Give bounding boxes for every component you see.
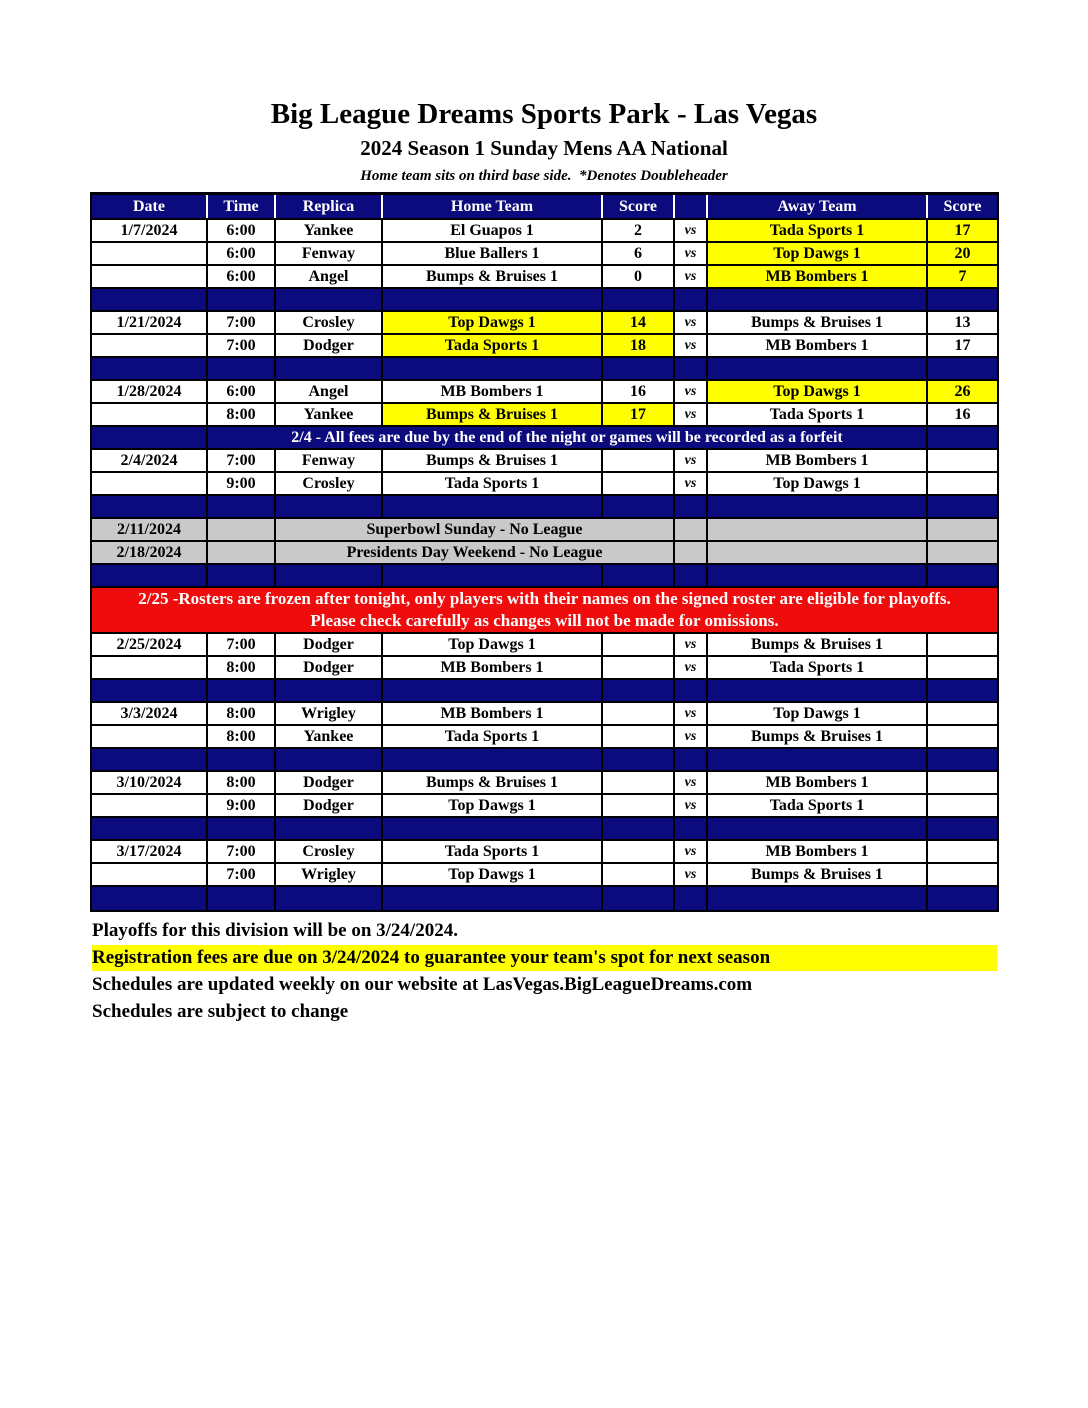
game-row: [92, 243, 997, 266]
spacer-cell: [928, 496, 997, 517]
date-cell: 2/25/2024: [92, 634, 208, 655]
spacer-cell: [383, 680, 603, 701]
spacer-cell: [92, 749, 208, 770]
spacer-cell: [708, 358, 928, 379]
home-team-cell: Top Dawgs 1: [383, 795, 603, 816]
home-team-cell: Bumps & Bruises 1: [383, 404, 603, 425]
no-league-row: [92, 542, 997, 565]
spacer-cell: [928, 749, 997, 770]
spacer-cell: [92, 565, 208, 586]
home-team-cell: Top Dawgs 1: [383, 634, 603, 655]
banner-line: 2/25 -Rosters are frozen after tonight, only players with their names on the signed roster are eligible for playoffs.: [138, 589, 951, 608]
spacer-cell: [383, 289, 603, 310]
vs-label: vs: [675, 243, 708, 264]
time-cell: 7:00: [208, 634, 276, 655]
page-title: Big League Dreams Sports Park - Las Vegas: [270, 98, 818, 130]
away-score-cell: [928, 657, 997, 678]
away-team-cell: Bumps & Bruises 1: [708, 864, 928, 885]
home-score-cell: [603, 634, 675, 655]
spacer-cell: [603, 358, 675, 379]
replica-cell: Fenway: [276, 243, 383, 264]
home-team-cell: Bumps & Bruises 1: [383, 772, 603, 793]
spacer-cell: [208, 289, 276, 310]
spacer-cell: [92, 289, 208, 310]
away-team-cell: Tada Sports 1: [708, 220, 928, 241]
home-team-cell: Tada Sports 1: [383, 841, 603, 862]
away-team-cell: Tada Sports 1: [708, 657, 928, 678]
date-cell: [92, 795, 208, 816]
spacer-row: [92, 496, 997, 519]
vs-label: vs: [675, 220, 708, 241]
spacer-cell: [675, 818, 708, 839]
time-cell: 6:00: [208, 266, 276, 287]
date-cell: [92, 657, 208, 678]
spacer-cell: [208, 358, 276, 379]
home-score-cell: 0: [603, 266, 675, 287]
vs-label: vs: [675, 312, 708, 333]
spacer-row: [92, 358, 997, 381]
no-league-cell: Superbowl Sunday - No League: [276, 519, 675, 540]
away-team-cell: Top Dawgs 1: [708, 243, 928, 264]
vs-label: vs: [675, 381, 708, 402]
spacer-cell: [708, 749, 928, 770]
away-team-cell: Top Dawgs 1: [708, 473, 928, 494]
date-cell: [92, 266, 208, 287]
registration-note: Registration fees are due on 3/24/2024 to guarantee your team's spot for next season: [92, 945, 997, 971]
spacer-cell: [276, 680, 383, 701]
column-header: Home Team: [383, 195, 603, 218]
replica-cell: Yankee: [276, 404, 383, 425]
game-row: [92, 312, 997, 335]
time-cell: 6:00: [208, 243, 276, 264]
score-cell: [928, 519, 997, 540]
score-cell: [928, 427, 997, 448]
home-team-cell: Tada Sports 1: [383, 335, 603, 356]
spacer-cell: [603, 496, 675, 517]
column-header: Score: [603, 195, 675, 218]
vs-label: vs: [675, 657, 708, 678]
replica-cell: Angel: [276, 266, 383, 287]
away-score-cell: [928, 841, 997, 862]
game-row: [92, 703, 997, 726]
away-score-cell: 17: [928, 220, 997, 241]
spacer-cell: [208, 680, 276, 701]
vs-cell: [675, 519, 708, 540]
date-cell: [92, 243, 208, 264]
fees-notice-row: [92, 427, 997, 450]
spacer-cell: [675, 496, 708, 517]
banner-cell: [92, 588, 997, 632]
spacer-row: [92, 887, 997, 910]
table-header-row: [92, 195, 997, 220]
home-score-cell: 17: [603, 404, 675, 425]
home-team-cell: MB Bombers 1: [383, 657, 603, 678]
score-cell: [928, 542, 997, 563]
date-cell: [92, 404, 208, 425]
spacer-cell: [928, 818, 997, 839]
home-score-cell: 16: [603, 381, 675, 402]
spacer-cell: [276, 565, 383, 586]
away-score-cell: [928, 703, 997, 724]
date-cell: 2/4/2024: [92, 450, 208, 471]
game-row: [92, 841, 997, 864]
time-cell: 7:00: [208, 841, 276, 862]
home-team-cell: Bumps & Bruises 1: [383, 450, 603, 471]
spacer-cell: [208, 496, 276, 517]
home-team-cell: Blue Ballers 1: [383, 243, 603, 264]
game-row: [92, 404, 997, 427]
replica-cell: Dodger: [276, 772, 383, 793]
home-team-cell: El Guapos 1: [383, 220, 603, 241]
spacer-cell: [92, 887, 208, 910]
home-score-cell: [603, 841, 675, 862]
away-score-cell: [928, 795, 997, 816]
replica-cell: Dodger: [276, 795, 383, 816]
spacer-cell: [208, 818, 276, 839]
date-cell: 1/28/2024: [92, 381, 208, 402]
spacer-cell: [92, 358, 208, 379]
away-score-cell: [928, 772, 997, 793]
away-team-cell: Bumps & Bruises 1: [708, 634, 928, 655]
spacer-cell: [208, 565, 276, 586]
home-team-cell: Bumps & Bruises 1: [383, 266, 603, 287]
time-cell: 7:00: [208, 312, 276, 333]
spacer-cell: [92, 496, 208, 517]
game-row: [92, 266, 997, 289]
home-score-cell: [603, 795, 675, 816]
time-cell: 9:00: [208, 473, 276, 494]
spacer-cell: [928, 565, 997, 586]
away-team-cell: MB Bombers 1: [708, 772, 928, 793]
date-cell: [92, 335, 208, 356]
away-team-cell: Tada Sports 1: [708, 404, 928, 425]
no-league-row: [92, 519, 997, 542]
spacer-cell: [708, 818, 928, 839]
away-team-cell: MB Bombers 1: [708, 266, 928, 287]
replica-cell: Wrigley: [276, 703, 383, 724]
vs-label: vs: [675, 266, 708, 287]
column-header: [675, 195, 708, 218]
home-score-cell: [603, 703, 675, 724]
notice-cell: 2/4 - All fees are due by the end of the night or games will be recorded as a forfeit: [208, 427, 928, 448]
game-row: [92, 634, 997, 657]
away-score-cell: 26: [928, 381, 997, 402]
column-header: Time: [208, 195, 276, 218]
date-cell: 3/10/2024: [92, 772, 208, 793]
spacer-cell: [92, 680, 208, 701]
spacer-cell: [928, 887, 997, 910]
home-score-cell: [603, 450, 675, 471]
column-header: Date: [92, 195, 208, 218]
away-team-cell: Bumps & Bruises 1: [708, 312, 928, 333]
time-cell: 6:00: [208, 381, 276, 402]
time-cell: 8:00: [208, 703, 276, 724]
away-team-cell: Tada Sports 1: [708, 795, 928, 816]
spacer-cell: [383, 358, 603, 379]
vs-label: vs: [675, 795, 708, 816]
spacer-cell: [92, 818, 208, 839]
time-cell: 8:00: [208, 657, 276, 678]
spacer-cell: [708, 887, 928, 910]
time-cell: 6:00: [208, 220, 276, 241]
replica-cell: Wrigley: [276, 864, 383, 885]
home-team-cell: Tada Sports 1: [383, 726, 603, 747]
replica-cell: Angel: [276, 381, 383, 402]
spacer-cell: [708, 289, 928, 310]
website-note: Schedules are updated weekly on our website at LasVegas.BigLeagueDreams.com: [92, 974, 753, 995]
spacer-cell: [603, 818, 675, 839]
away-score-cell: [928, 726, 997, 747]
replica-cell: Crosley: [276, 312, 383, 333]
vs-label: vs: [675, 841, 708, 862]
spacer-cell: [708, 496, 928, 517]
playoffs-note: Playoffs for this division will be on 3/24/2024.: [92, 920, 458, 941]
home-score-cell: [603, 657, 675, 678]
time-cell: 8:00: [208, 726, 276, 747]
away-team-cell: Top Dawgs 1: [708, 381, 928, 402]
away-team-cell: Top Dawgs 1: [708, 703, 928, 724]
game-row: [92, 864, 997, 887]
spacer-cell: [208, 887, 276, 910]
home-score-cell: [603, 864, 675, 885]
vs-label: vs: [675, 864, 708, 885]
column-header: Score: [943, 197, 982, 215]
home-score-cell: 2: [603, 220, 675, 241]
game-row: [92, 657, 997, 680]
column-header: Replica: [276, 195, 383, 218]
date-cell: 1/21/2024: [92, 312, 208, 333]
away-score-cell: 13: [954, 313, 971, 331]
vs-label: vs: [675, 726, 708, 747]
home-team-cell: MB Bombers 1: [383, 381, 603, 402]
away-team-cell: MB Bombers 1: [708, 450, 928, 471]
home-score-cell: 6: [603, 243, 675, 264]
spacer-cell: [928, 289, 997, 310]
home-score-cell: [603, 473, 675, 494]
page-subtitle: 2024 Season 1 Sunday Mens AA National: [360, 136, 728, 160]
away-score-cell: 17: [954, 336, 971, 354]
date-cell: 3/17/2024: [92, 841, 208, 862]
footer-notes: [92, 918, 1088, 1025]
time-cell: [208, 519, 276, 540]
home-score-cell: 14: [603, 312, 675, 333]
game-row: [92, 726, 997, 749]
vs-label: vs: [675, 404, 708, 425]
game-row: [92, 450, 997, 473]
spacer-cell: [603, 887, 675, 910]
vs-label: vs: [675, 703, 708, 724]
away-score-cell: 16: [954, 405, 971, 423]
home-team-cell: MB Bombers 1: [383, 703, 603, 724]
away-score-cell: [928, 634, 997, 655]
time-cell: 8:00: [208, 404, 276, 425]
spacer-cell: [675, 680, 708, 701]
spacer-cell: [603, 680, 675, 701]
spacer-row: [92, 818, 997, 841]
spacer-cell: [383, 887, 603, 910]
title-block: [0, 0, 1088, 185]
spacer-cell: [383, 749, 603, 770]
spacer-row: [92, 289, 997, 312]
spacer-cell: [928, 358, 997, 379]
replica-cell: Dodger: [276, 634, 383, 655]
away-team-cell: Bumps & Bruises 1: [708, 726, 928, 747]
game-row: [92, 795, 997, 818]
spacer-cell: [383, 565, 603, 586]
spacer-cell: [383, 818, 603, 839]
spacer-cell: [276, 289, 383, 310]
spacer-cell: [276, 818, 383, 839]
home-score-cell: 18: [603, 335, 675, 356]
date-cell: [92, 473, 208, 494]
time-cell: 7:00: [208, 335, 276, 356]
replica-cell: Yankee: [276, 726, 383, 747]
spacer-cell: [603, 749, 675, 770]
date-cell: [92, 864, 208, 885]
vs-label: vs: [675, 473, 708, 494]
time-cell: 7:00: [208, 864, 276, 885]
game-row: [92, 220, 997, 243]
away-team-cell: MB Bombers 1: [708, 335, 928, 356]
spacer-cell: [276, 496, 383, 517]
spacer-cell: [276, 887, 383, 910]
away-score-cell: [928, 450, 997, 471]
away-score-cell: [928, 864, 997, 885]
banner-line: Please check carefully as changes will not be made for omissions.: [310, 611, 779, 630]
schedule-table: [90, 192, 999, 912]
spacer-cell: [383, 496, 603, 517]
game-row: [92, 772, 997, 795]
vs-label: vs: [675, 634, 708, 655]
spacer-cell: [276, 749, 383, 770]
spacer-cell: [675, 289, 708, 310]
away-score-cell: 7: [928, 266, 997, 287]
home-score-cell: [603, 726, 675, 747]
date-cell: [92, 427, 208, 448]
spacer-row: [92, 565, 997, 588]
vs-cell: [675, 542, 708, 563]
away-score-cell: [928, 473, 997, 494]
replica-cell: Dodger: [276, 335, 383, 356]
away-team-cell: [708, 519, 928, 540]
roster-banner-row: [92, 588, 997, 634]
vs-label: vs: [675, 772, 708, 793]
game-row: [92, 381, 997, 404]
home-team-cell: Top Dawgs 1: [383, 864, 603, 885]
time-cell: [208, 542, 276, 563]
no-league-cell: Presidents Day Weekend - No League: [276, 542, 675, 563]
game-row: [92, 335, 997, 358]
spacer-cell: [675, 887, 708, 910]
away-team-cell: MB Bombers 1: [708, 841, 928, 862]
away-score-cell: 20: [928, 243, 997, 264]
vs-label: vs: [675, 335, 708, 356]
away-team-cell: [708, 542, 928, 563]
home-team-cell: Top Dawgs 1: [383, 312, 603, 333]
date-cell: 1/7/2024: [92, 220, 208, 241]
replica-cell: Yankee: [276, 220, 383, 241]
game-row: [92, 473, 997, 496]
replica-cell: Crosley: [276, 841, 383, 862]
spacer-cell: [675, 749, 708, 770]
spacer-cell: [276, 358, 383, 379]
spacer-cell: [708, 565, 928, 586]
spacer-cell: [928, 680, 997, 701]
spacer-cell: [708, 680, 928, 701]
spacer-cell: [603, 565, 675, 586]
column-header: Away Team: [708, 195, 928, 218]
spacer-cell: [675, 565, 708, 586]
time-cell: 7:00: [208, 450, 276, 471]
home-team-cell: Tada Sports 1: [383, 473, 603, 494]
home-team-note: Home team sits on third base side. *Denotes Doubleheader: [360, 168, 728, 184]
date-cell: 2/18/2024: [92, 542, 208, 563]
time-cell: 9:00: [208, 795, 276, 816]
replica-cell: Dodger: [276, 657, 383, 678]
replica-cell: Fenway: [276, 450, 383, 471]
replica-cell: Crosley: [276, 473, 383, 494]
spacer-cell: [675, 358, 708, 379]
spacer-row: [92, 749, 997, 772]
vs-label: vs: [675, 450, 708, 471]
subject-to-change-note: Schedules are subject to change: [92, 1001, 349, 1022]
date-cell: 3/3/2024: [92, 703, 208, 724]
time-cell: 8:00: [208, 772, 276, 793]
date-cell: 2/11/2024: [92, 519, 208, 540]
date-cell: [92, 726, 208, 747]
spacer-row: [92, 680, 997, 703]
home-score-cell: [603, 772, 675, 793]
spacer-cell: [603, 289, 675, 310]
spacer-cell: [208, 749, 276, 770]
